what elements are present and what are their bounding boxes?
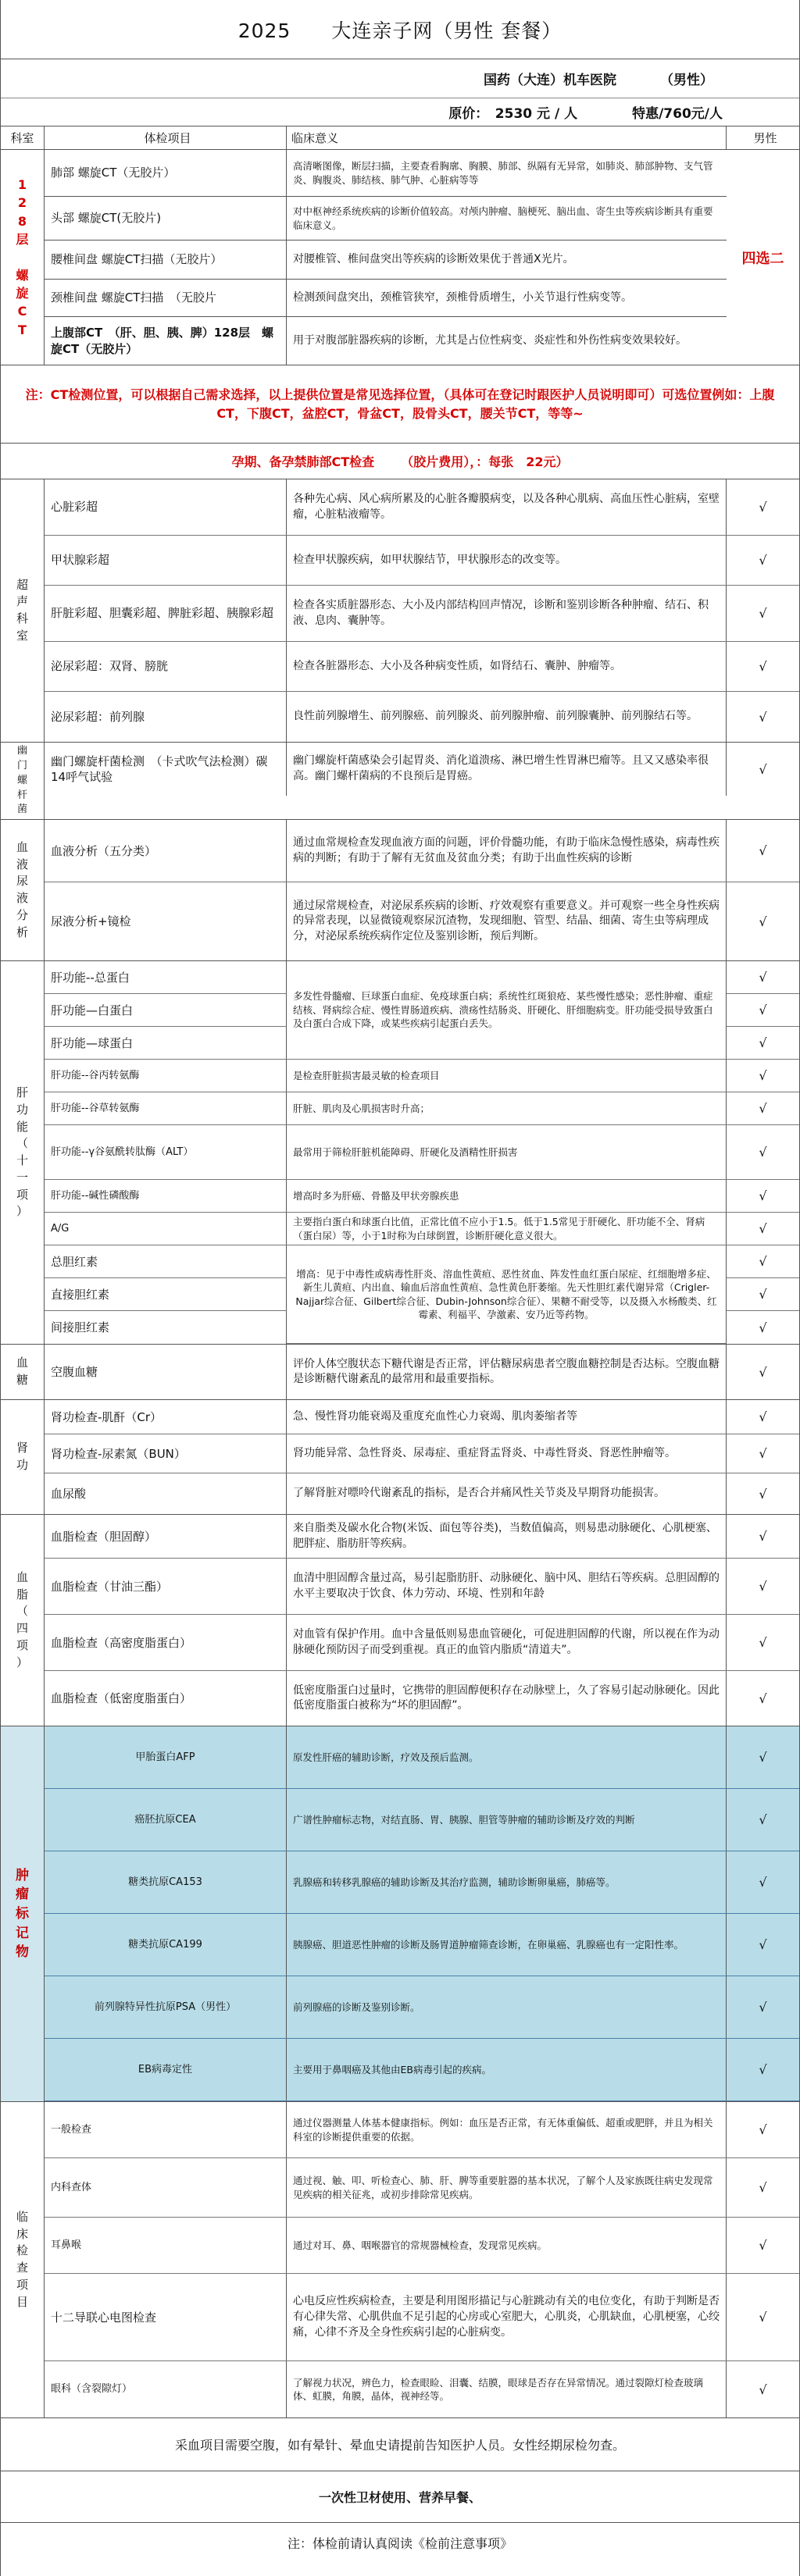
col-item: 体检项目 — [45, 126, 287, 149]
check-mark: √ — [759, 970, 767, 985]
footer-note-3: 注：体检前请认真阅读《检前注意事项》 — [287, 2535, 512, 2551]
hospital-header — [1, 59, 799, 98]
table-row — [45, 1515, 799, 1559]
section-category: 超 声 科 室 — [1, 479, 45, 742]
column-header — [1, 126, 799, 150]
ct-item: 上腹部CT （肝、胆、胰、脾）128层 螺旋CT（无胶片） — [45, 317, 287, 365]
check-mark: √ — [759, 1101, 767, 1117]
clinical-desc: 主要指白蛋白和球蛋白比值，正常比值不应小于1.5。低于1.5常见于肝硬化、肝功能不全、肾病（蛋白尿）等，小于1时称为白球倒置，诊断肝硬化意义很大。 — [287, 1213, 727, 1245]
price-original: 原价： 2530 元 / 人 — [448, 106, 578, 122]
check-mark: √ — [759, 843, 767, 859]
exam-item: 肝功能--γ谷氨酰转肽酶（ALT） — [45, 1125, 287, 1179]
exam-item: 甲胎蛋白AFP — [45, 1726, 287, 1788]
exam-item: 血脂检查（低密度脂蛋白） — [45, 1671, 287, 1726]
ct-category — [1, 150, 45, 365]
table-row — [45, 1125, 799, 1180]
section-ultrasound — [1, 479, 799, 743]
check-mark: √ — [759, 1446, 767, 1462]
table-row — [45, 1400, 799, 1434]
ct-item: 颈椎间盘 螺旋CT扫描 （无胶片 — [45, 280, 287, 316]
exam-item: 直接胆红素 — [45, 1278, 287, 1310]
section-rows — [45, 1515, 799, 1726]
table-row — [45, 692, 799, 742]
check-mark: √ — [759, 1486, 767, 1502]
clinical-desc: 各种先心病、风心病所累及的心脏各瓣膜病变，以及各种心肌病、高血压性心脏病，室壁瘤，心脏粘液瘤等。 — [287, 479, 727, 535]
price-header — [1, 98, 799, 126]
exam-item: 心脏彩超 — [45, 479, 287, 535]
check-mark: √ — [759, 1320, 767, 1335]
clinical-desc: 前列腺癌的诊断及鉴别诊断。 — [287, 1976, 727, 2038]
clinical-desc: 评价人体空腹状态下糖代谢是否正常，评估糖尿病患者空腹血糖控制是否达标。空腹血糖是诊断糖代谢紊乱的最常用和最重要指标。 — [287, 1345, 727, 1399]
section-category: 肝 功 能 （ 十 一 项 ） — [1, 961, 45, 1344]
clinical-desc: 最常用于筛检肝脏机能障碍、肝硬化及酒精性肝损害 — [287, 1125, 727, 1179]
check-mark: √ — [759, 1003, 767, 1018]
section-rows — [45, 820, 799, 960]
exam-item: 甲状腺彩超 — [45, 536, 287, 585]
table-row — [45, 1789, 799, 1851]
section-rows — [45, 1345, 799, 1399]
clinical-desc: 了解视力状况，辨色力，检查眼睑、泪囊、结膜，眼球是否存在异常情况。通过裂隙灯检查玻璃体、虹膜，角膜，晶体，视神经等。 — [287, 2361, 727, 2417]
check-mark: √ — [759, 1254, 767, 1270]
exam-item: EB病毒定性 — [45, 2039, 287, 2100]
table-row — [45, 882, 799, 960]
table-row — [45, 1180, 799, 1213]
exam-item: 前列腺特异性抗原PSA（男性） — [45, 1976, 287, 2038]
check-mark: √ — [759, 1068, 767, 1084]
check-mark: √ — [727, 2039, 799, 2100]
clinical-desc: 幽门螺旋杆菌感染会引起胃炎、消化道溃疡、淋巴增生性胃淋巴瘤等。且又又感染率很高。幽门螺杆菌病的不良预后是胃癌。 — [287, 743, 727, 796]
exam-item: 十二导联心电图检查 — [45, 2274, 287, 2360]
section-category: 幽 门 螺 杆 菌 — [1, 743, 45, 819]
clinical-desc: 通过血常规检查发现血液方面的问题，评价骨髓功能，有助于临床急慢性感染，病毒性疾病的判断；有助于了解有无贫血及贫血分类；有助于出血性疾病的诊断 — [287, 820, 727, 882]
section-glucose — [1, 1345, 799, 1400]
section-category: 肾 功 — [1, 1400, 45, 1514]
ct-row — [45, 150, 727, 197]
page-title: 2025 大连亲子网（男性 套餐） — [1, 0, 799, 59]
clinical-desc: 检查各实质脏器形态、大小及内部结构回声情况，诊断和鉴别诊断各种肿瘤、结石、积液、息肉、囊肿等。 — [287, 586, 727, 641]
film-fee: （胶片费用），：每张 22元） — [401, 454, 569, 469]
check-mark: √ — [759, 1635, 767, 1651]
section-rows — [45, 479, 799, 742]
ct-section — [1, 150, 799, 365]
clinical-desc: 心电反应性疾病检查，主要是利用图形描记与心脏跳动有关的电位变化，有助于判断是否有心律失常、心肌供血不足引起的心房或心室肥大，心肌炎，心肌缺血，心肌梗塞，心绞痛，心律不齐及全身性疾病引起的心脏病变。 — [287, 2274, 727, 2360]
clinical-desc: 广谱性肿瘤标志物，对结直肠、胃、胰腺、胆管等肿瘤的辅助诊断及疗效的判断 — [287, 1789, 727, 1851]
clinical-desc: 胰腺癌、胆道恶性肿瘤的诊断及肠胃道肿瘤筛查诊断，在卵巢癌、乳腺癌也有一定阳性率。 — [287, 1914, 727, 1976]
exam-item: 肝功能--谷草转氨酶 — [45, 1092, 287, 1124]
section-rows — [45, 743, 799, 819]
exam-sections — [1, 479, 799, 2418]
clinical-desc: 多发性骨髓瘤、巨球蛋白血症、免疫球蛋白病；系统性红斑狼疮、某些慢性感染；恶性肿瘤、重症结核、肾病综合症、慢性胃肠道疾病、溃疡性结肠炎、肝硬化、肝细胞病变。肝功能受损导致蛋白及白蛋白合成下降，或某些疾病引起蛋白丢失。 — [287, 961, 727, 1060]
clinical-desc: 良性前列腺增生、前列腺癌、前列腺炎、前列腺肿瘤、前列腺囊肿、前列腺结石等。 — [287, 692, 727, 742]
section-category: 血 液 尿 液 分 析 — [1, 820, 45, 960]
check-mark: √ — [759, 1145, 767, 1160]
exam-item: 幽门螺旋杆菌检测 （卡式吹气法检测）碳14呼气试验 — [45, 743, 287, 796]
table-row — [45, 743, 799, 796]
table-row — [45, 2361, 799, 2417]
ct-item: 头部 螺旋CT(无胶片) — [45, 197, 287, 240]
check-mark: √ — [759, 1364, 767, 1380]
exam-item: 血尿酸 — [45, 1473, 287, 1514]
exam-item: 尿液分析+镜检 — [45, 882, 287, 960]
col-category: 科室 — [1, 126, 45, 149]
check-mark: √ — [759, 2180, 767, 2196]
exam-item: 泌尿彩超：前列腺 — [45, 692, 287, 742]
section-category: 血 糖 — [1, 1345, 45, 1399]
exam-item: 泌尿彩超：双肾、膀胱 — [45, 642, 287, 691]
table-row — [45, 1914, 799, 1976]
table-row — [45, 536, 799, 586]
exam-item: 肝功能--谷丙转氨酶 — [45, 1060, 287, 1092]
exam-item: 肝脏彩超、胆囊彩超、脾脏彩超、胰腺彩超 — [45, 586, 287, 641]
check-mark: √ — [727, 1976, 799, 2038]
check-mark: √ — [759, 659, 767, 674]
clinical-desc: 来自脂类及碳水化合物(米饭、面包等谷类)，当数值偏高，则易患动脉硬化、心肌梗塞、肥胖症、脂肪肝等疾病。 — [287, 1515, 727, 1558]
ct-desc: 用于对腹部脏器疾病的诊断，尤其是占位性病变、炎症性和外伤性病变效果较好。 — [293, 333, 687, 347]
table-row — [45, 2158, 799, 2218]
check-mark: √ — [759, 2382, 767, 2397]
clinical-desc: 了解肾脏对嘌呤代谢紊乱的指标，是否合并痛风性关节炎及早期肾功能损害。 — [287, 1473, 727, 1514]
table-row — [45, 642, 799, 692]
clinical-desc: 通过视、触、叩、听检查心、肺、肝、脾等重要脏器的基本状况，了解个人及家族既往病史发现常见疾病的相关征兆，或初步排除常见疾病。 — [287, 2158, 727, 2217]
check-mark: √ — [759, 1221, 767, 1237]
table-row — [45, 1473, 799, 1514]
ct-row — [45, 280, 727, 317]
ct-row — [45, 197, 727, 240]
exam-item: 肝功能--碱性磷酸酶 — [45, 1180, 287, 1212]
check-mark: √ — [759, 1188, 767, 1204]
pregnancy-text: 孕期、备孕禁肺部CT检查 — [231, 454, 375, 469]
clinical-desc: 急、慢性肾功能衰竭及重度充血性心力衰竭、肌肉萎缩者等 — [287, 1400, 727, 1434]
section-rows — [45, 1726, 799, 2101]
check-mark: √ — [759, 1529, 767, 1545]
ct-desc: 高清晰图像，断层扫描，主要查看胸廓、胸膜、肺部、纵隔有无异常，如肺炎、肺部肿物、支气管炎、胸腹炎、肺结核、肺气肿、心脏病等等 — [293, 160, 713, 186]
ct-rows — [45, 150, 727, 365]
table-row — [45, 1671, 799, 1726]
check-mark: √ — [759, 553, 767, 568]
check-mark: √ — [727, 1914, 799, 1976]
table-row — [45, 1615, 799, 1671]
check-mark: √ — [759, 1409, 767, 1425]
exam-item: 肾功检查-肌酐（Cr） — [45, 1400, 287, 1434]
table-row — [45, 2039, 799, 2101]
ct-item: 肺部 螺旋CT（无胶片） — [45, 150, 287, 196]
check-mark: √ — [759, 709, 767, 725]
ct-item: 腰椎间盘 螺旋CT扫描（无胶片） — [45, 240, 287, 279]
table-row — [45, 586, 799, 642]
section-blood — [1, 820, 799, 961]
section-category: 肿 瘤 标 记 物 — [1, 1726, 45, 2101]
check-mark: √ — [727, 1726, 799, 1788]
clinical-desc: 原发性肝癌的辅助诊断，疗效及预后监测。 — [287, 1726, 727, 1788]
exam-item: 血脂检查（甘油三酯） — [45, 1559, 287, 1614]
check-mark: √ — [759, 2310, 767, 2325]
ct-row — [45, 240, 727, 280]
check-mark: √ — [759, 761, 767, 777]
section-rows — [45, 2102, 799, 2417]
section-rows — [45, 1400, 799, 1514]
exam-item: 肝功能—白蛋白 — [45, 994, 287, 1026]
price-special: 特惠/760元/人 — [632, 106, 723, 122]
check-mark: √ — [727, 1851, 799, 1913]
section-kidney — [1, 1400, 799, 1515]
ct-category-label: 1 2 8 层 螺 旋 C T — [16, 177, 29, 337]
clinical-desc: 通过仪器测量人体基本健康指标。例如：血压是否正常，有无体重偏低、超重或肥胖，并且为相关科室的诊断提供重要的依据。 — [287, 2102, 727, 2157]
gender-tag: （男性） — [660, 73, 713, 88]
exam-item: 糖类抗原CA199 — [45, 1914, 287, 1976]
check-mark: √ — [727, 1789, 799, 1851]
exam-item: A/G — [45, 1213, 287, 1245]
table-row — [45, 1345, 799, 1399]
clinical-desc: 肾功能异常、急性肾炎、尿毒症、重症肾盂肾炎、中毒性肾炎、肾恶性肿瘤等。 — [287, 1434, 727, 1473]
check-mark: √ — [759, 2122, 767, 2138]
table-row — [45, 1213, 799, 1245]
ct-desc: 对中枢神经系统疾病的诊断价值较高。对颅内肿瘤、脑梗死、脑出血、寄生虫等疾病诊断具有重要临床意义。 — [293, 205, 713, 231]
col-male: 男性 — [753, 131, 777, 145]
table-row — [45, 820, 799, 882]
exam-item: 肝功能—球蛋白 — [45, 1027, 287, 1059]
section-liver — [1, 961, 799, 1345]
clinical-desc: 血清中胆固醇含量过高，易引起脂肪肝、动脉硬化、脑中风、胆结石等疾病。总胆固醇的水平主要取决于饮食、体力劳动、环境、性别和年龄 — [287, 1559, 727, 1614]
clinical-desc: 通过对耳、鼻、咽喉器官的常规器械检查，发现常见疾病。 — [287, 2218, 727, 2273]
exam-item: 肝功能--总蛋白 — [45, 961, 287, 993]
check-mark: √ — [759, 1287, 767, 1302]
table-row — [45, 2102, 799, 2158]
exam-item: 一般检查 — [45, 2102, 287, 2157]
table-row — [45, 1092, 799, 1125]
clinical-desc: 乳腺癌和转移乳腺癌的辅助诊断及其治疗监测，辅助诊断卵巢癌，肺癌等。 — [287, 1851, 727, 1913]
clinical-desc: 主要用于鼻咽癌及其他由EB病毒引起的疾病。 — [287, 2039, 727, 2100]
ct-row — [45, 317, 727, 365]
pregnancy-warning — [1, 444, 799, 479]
clinical-desc: 检查各脏器形态、大小及各种病变性质，如肾结石、囊肿、肿瘤等。 — [287, 642, 727, 691]
section-clinical — [1, 2102, 799, 2418]
exam-item: 内科查体 — [45, 2158, 287, 2217]
table-row — [45, 1851, 799, 1914]
ct-desc: 检测颈间盘突出，颈椎管狭窄，颈椎骨质增生，小关节退行性病变等。 — [293, 290, 632, 304]
exam-item: 眼科（含裂隙灯） — [45, 2361, 287, 2417]
exam-item: 总胆红素 — [45, 1245, 287, 1277]
clinical-desc: 对血管有保护作用。血中含量低则易患血管硬化，可促进胆固醇的代谢，所以视在作为动脉硬化预防因子而受到重视。真正的血管内脂质“清道夫”。 — [287, 1615, 727, 1670]
footer-note-2: 一次性卫材使用、营养早餐、 — [1, 2471, 799, 2523]
exam-item: 糖类抗原CA153 — [45, 1851, 287, 1913]
exam-item: 肾功检查-尿素氮（BUN） — [45, 1434, 287, 1473]
col-clinical: 临床意义 — [287, 126, 727, 149]
clinical-desc: 是检查肝脏损害最灵敏的检查项目 — [287, 1060, 727, 1092]
ct-note: 注：CT检测位置，可以根据自己需求选择，以上提供位置是常见选择位置，（具体可在登记时跟医护人员说明即可）可选位置例如：上腹CT，下腹CT，盆腔CT，骨盆CT，股骨头CT，腰关节CT，等等~ — [1, 365, 799, 444]
exam-item: 间接胆红素 — [45, 1311, 287, 1344]
table-row — [45, 1434, 799, 1473]
ct-desc: 对腰椎管、椎间盘突出等疾病的诊断效果优于普通X光片。 — [293, 252, 574, 265]
clinical-desc: 低密度脂蛋白过量时，它携带的胆固醇便积存在动脉壁上，久了容易引起动脉硬化。因此低密度脂蛋白被称为“坏的胆固醇”。 — [287, 1671, 727, 1726]
footer-note-1: 采血项目需要空腹，如有晕针、晕血史请提前告知医护人员。女性经期尿检勿查。 — [1, 2418, 799, 2471]
table-row — [45, 2274, 799, 2361]
table-row — [45, 1559, 799, 1615]
exam-item: 空腹血糖 — [45, 1345, 287, 1399]
check-mark: √ — [759, 1035, 767, 1051]
section-lipid — [1, 1515, 799, 1726]
check-mark: √ — [759, 2238, 767, 2254]
section-category: 临 床 检 查 项 目 — [1, 2102, 45, 2417]
table-row — [45, 1976, 799, 2039]
check-mark: √ — [759, 1691, 767, 1706]
exam-item: 耳鼻喉 — [45, 2218, 287, 2273]
exam-item: 血液分析（五分类） — [45, 820, 287, 882]
exam-item: 血脂检查（胆固醇） — [45, 1515, 287, 1558]
check-mark: √ — [759, 500, 767, 515]
clinical-desc: 肝脏、肌肉及心肌损害时升高； — [287, 1092, 727, 1124]
clinical-desc: 通过尿常规检查，对泌尿系疾病的诊断、疗效观察有重要意义。并可观察一些全身性疾病的异常表现，以显微镜观察尿沉渣物，发现细胞、管型、结晶、细菌、寄生虫等病理成分，对泌尿系统疾病作定位及鉴别诊断，预后判断。 — [287, 882, 727, 960]
clinical-desc: 检查甲状腺疾病，如甲状腺结节，甲状腺形态的改变等。 — [287, 536, 727, 585]
table-row — [45, 2218, 799, 2274]
check-mark: √ — [759, 914, 767, 929]
hospital-name: 国药（大连）机车医院 — [484, 73, 616, 88]
exam-item: 癌胚抗原CEA — [45, 1789, 287, 1851]
clinical-desc: 增高：见于中毒性或病毒性肝炎、溶血性黄疸、恶性贫血、阵发性血红蛋白尿症、红细胞增多症、新生儿黄疸、内出血、输血后溶血性黄疸、急性黄色肝萎缩。先天性胆红素代谢异常（Crigler-Najjar综合征、Gilbert综合征、Dubin-Johnson综合征）、果糖不耐受等，以及摄入水杨酸类、红霉素、利福平、孕激素、安乃近等药物。 — [287, 1245, 727, 1344]
table-row — [45, 1060, 799, 1092]
check-mark: √ — [759, 606, 767, 621]
check-mark: √ — [759, 1579, 767, 1594]
section-category: 血 脂 （ 四 项 ） — [1, 1515, 45, 1726]
section-rows — [45, 961, 799, 1344]
section-tumor — [1, 1726, 799, 2102]
ct-choose-badge: 四选二 — [727, 150, 799, 365]
section-hp — [1, 743, 799, 820]
table-row — [45, 479, 799, 536]
exam-item: 血脂检查（高密度脂蛋白） — [45, 1615, 287, 1670]
table-row — [45, 1726, 799, 1789]
clinical-desc: 增高时多为肝癌、骨骼及甲状旁腺疾患 — [287, 1180, 727, 1212]
